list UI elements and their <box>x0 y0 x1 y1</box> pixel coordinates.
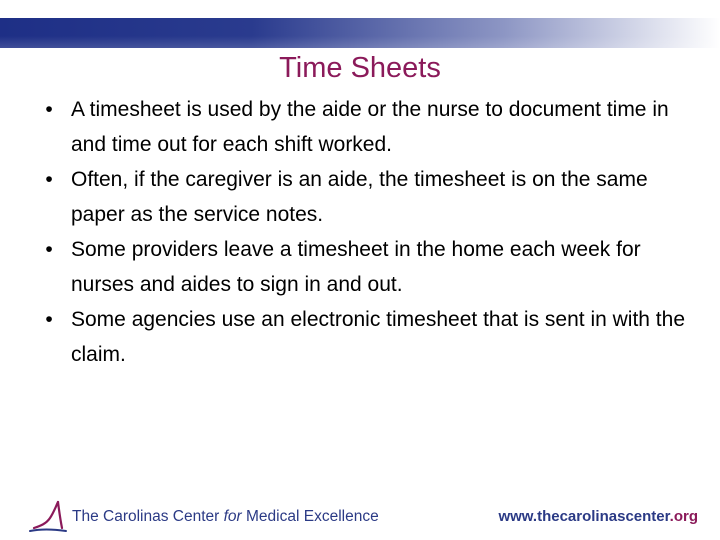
bullet-text: Some agencies use an electronic timesheet that is sent in with the claim. <box>71 308 686 366</box>
organization-name <box>72 508 379 526</box>
bullet-text: A timesheet is used by the aide or the nurse to document time in and time out for each shift worked. <box>71 98 669 156</box>
bullet-marker: • <box>45 308 53 331</box>
bullet-item <box>40 92 700 162</box>
bullet-item <box>40 162 700 232</box>
bullet-item <box>40 232 700 302</box>
organization-name-part: The Carolinas Center <box>72 508 224 525</box>
bullet-marker: • <box>45 98 53 121</box>
organization-name-part: Medical Excellence <box>241 508 379 525</box>
website-url-tld: .org <box>669 508 698 525</box>
bullet-marker: • <box>45 238 53 261</box>
slide-title <box>0 52 720 85</box>
bullet-item <box>40 302 700 372</box>
organization-name-for: for <box>223 508 242 525</box>
website-url-main: www.thecarolinascenter <box>498 508 670 525</box>
organization-logo-icon <box>28 498 68 534</box>
footer <box>0 490 720 540</box>
slide-title-text: Time Sheets <box>279 52 441 84</box>
bullet-text: Some providers leave a timesheet in the home each week for nurses and aides to sign in and out. <box>71 238 641 296</box>
bullet-text: Often, if the caregiver is an aide, the timesheet is on the same paper as the service notes. <box>71 168 648 226</box>
bullet-list <box>40 92 700 372</box>
website-url[interactable] <box>498 508 698 525</box>
header-band-fade <box>0 18 720 48</box>
bullet-marker: • <box>45 168 53 191</box>
